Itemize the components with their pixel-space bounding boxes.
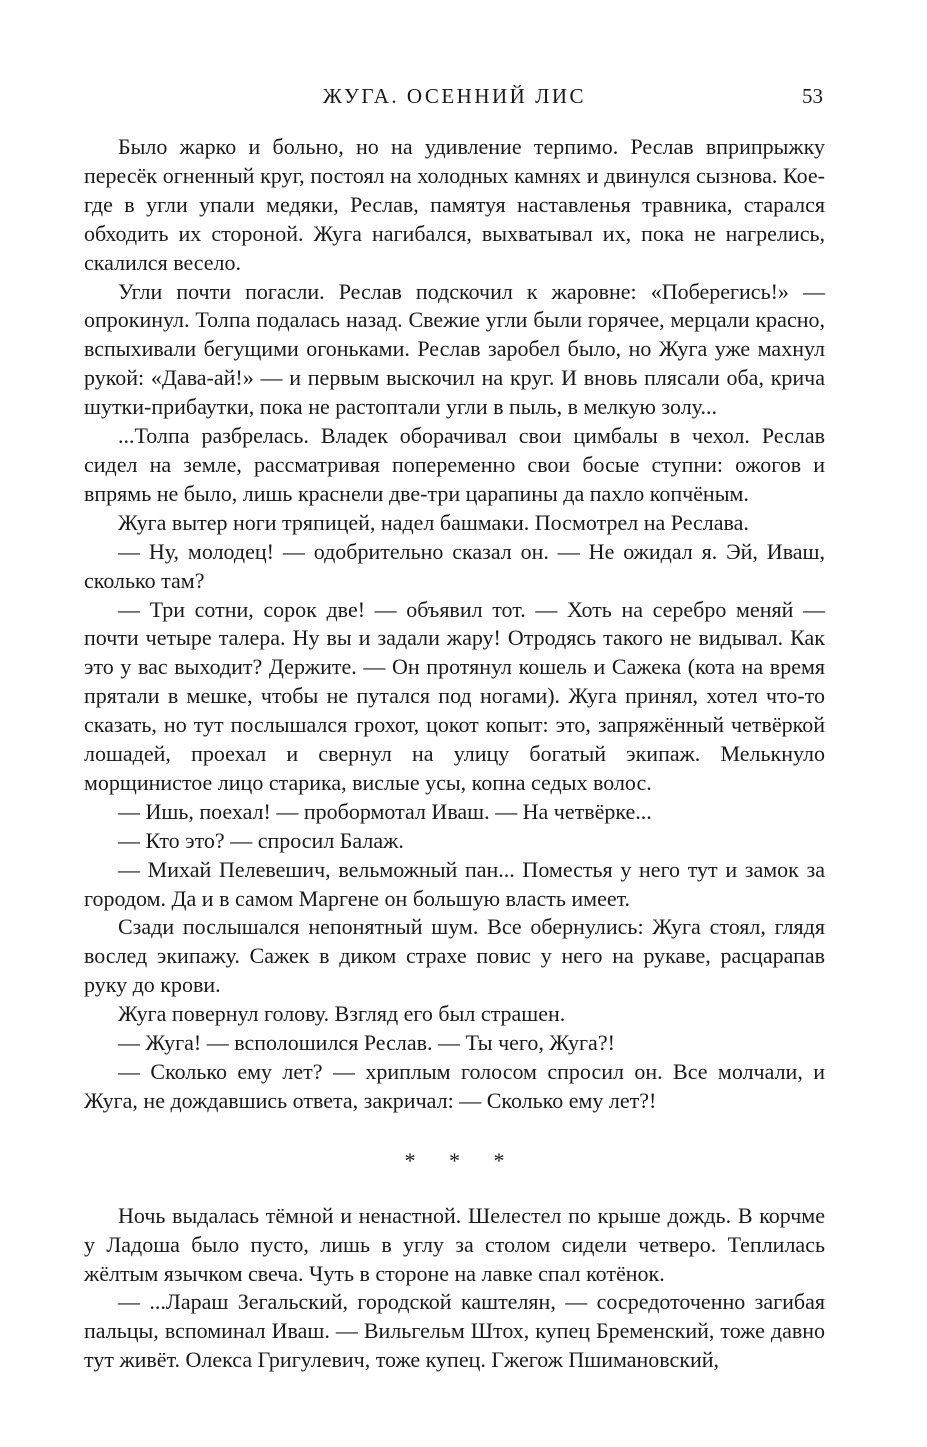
paragraph: Жуга вытер ноги тряпицей, надел башмаки. Посмотрел на Реслава. [118, 509, 749, 535]
paragraph: — Ну, молодец! — одобрительно сказал он. — Не ожидал я. Эй, Иваш, сколько там? [84, 538, 825, 593]
page-number: 53 [802, 84, 823, 108]
paragraph: — Ишь, поехал! — пробормотал Иваш. — На четвёрке... [118, 798, 652, 824]
paragraph: Ночь выдалась тёмной и ненастной. Шелестел по крыше дождь. В корчме у Ладоша было пусто, лишь в углу за столом сидели четверо. Теплилась жёлтым язычком свеча. Чуть в стороне на лавке спал котёнок. [84, 1202, 825, 1286]
running-head [84, 84, 825, 114]
paragraph: — Кто это? — спросил Балаж. [118, 827, 404, 853]
running-title: ЖУГА. ОСЕННИЙ ЛИС [323, 84, 586, 108]
paragraph: — ...Лараш Зегальский, городской каштелян, — сосредоточенно загибая пальцы, вспоминал Иваш. — Вильгельм Штох, купец Бременский, тоже давно тут живёт. Олекса Григулевич, тоже купец. Гжегож Пшимановский, [84, 1289, 825, 1373]
section-break: * * * [404, 1147, 519, 1173]
paragraph: — Жуга! — всполошился Реслав. — Ты чего, Жуга?! [118, 1030, 615, 1056]
paragraph: Жуга повернул голову. Взгляд его был страшен. [118, 1001, 566, 1027]
paragraph: Было жарко и больно, но на удивление терпимо. Реслав вприпрыжку пересёк огненный круг, постоял на холодных камнях и двинулся сызнова. Кое-где в угли упали медяки, Реслав, памятуя наставленья травника, старался обходить их стороной. Жуга нагибался, выхватывал их, пока не нагрелись, скалился весело. [84, 134, 825, 275]
paragraph: — Сколько ему лет? — хриплым голосом спросил он. Все молчали, и Жуга, не дождавшись ответа, закричал: — Сколько ему лет?! [84, 1059, 825, 1113]
page-body [84, 133, 825, 1375]
paragraph: Сзади послышался непонятный шум. Все обернулись: Жуга стоял, глядя вослед экипажу. Сажек в диком страхе повис у него на рукаве, расцарапав руку до крови. [84, 914, 825, 998]
paragraph: ...Толпа разбрелась. Владек оборачивал свои цимбалы в чехол. Реслав сидел на земле, рассматривая попеременно свои босые ступни: ожогов и впрямь не было, лишь краснели две-три царапины да пахло копчёным. [84, 423, 825, 506]
paragraph: — Три сотни, сорок две! — объявил тот. — Хоть на серебро меняй — почти четыре талера. Ну вы и задали жару! Отродясь такого не видывал. Как это у вас выходит? Держите. — Он протянул кошель и Сажека (кота на время прятали в мешке, чтобы не путался под ногами). Жуга принял, хотел что-то сказать, но тут послышался грохот, цокот копыт: это, запряжённый четвёркой лошадей, проехал и свернул на улицу богатый экипаж. Мелькнуло морщинистое лицо старика, вислые усы, копна седых волос. [84, 596, 825, 795]
paragraph: Угли почти погасли. Реслав подскочил к жаровне: «Поберегись!» — опрокинул. Толпа подалась назад. Свежие угли были горячее, мерцали красно, вспыхивали бегущими огоньками. Реслав заробел было, но Жуга уже махнул рукой: «Дава-ай!» — и первым выскочил на круг. И вновь плясали оба, крича шутки-прибаутки, пока не растоптали угли в пыль, в мелкую золу... [84, 278, 825, 420]
paragraph: — Михай Пелевешич, вельможный пан... Поместья у него тут и замок за городом. Да и в самом Маргене он большую власть имеет. [84, 856, 825, 911]
